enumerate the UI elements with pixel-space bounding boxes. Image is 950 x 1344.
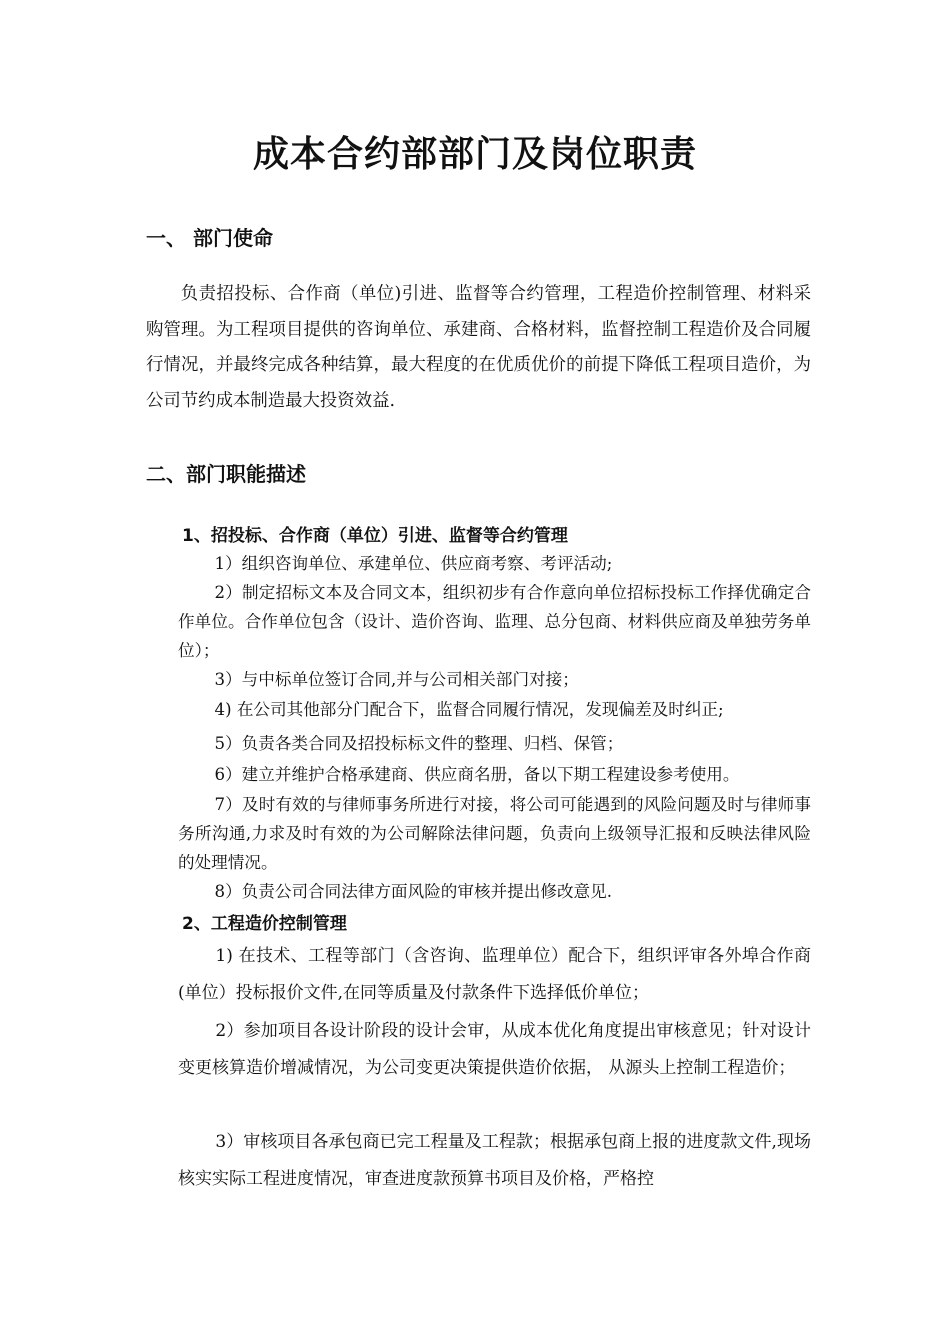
section-heading-functions: 二、部门职能描述 [146, 462, 306, 486]
list-item: 2）制定招标文本及合同文本，组织初步有合作意向单位招标投标工作择优确定合作单位。合作单位包含（设计、造价咨询、监理、总分包商、材料供应商及单独劳务单位）； [178, 583, 811, 660]
list-item: 5）负责各类合同及招投标标文件的整理、归档、保管； [214, 734, 624, 753]
list-item: 8）负责公司合同法律方面风险的审核并提出修改意见. [214, 882, 613, 901]
subsection-heading-cost-control: 2、工程造价控制管理 [182, 914, 347, 934]
section-heading-mission: 一、 部门使命 [146, 226, 273, 250]
list-item: 3）审核项目各承包商已完工程量及工程款；根据承包商上报的进度款文件,现场核实实际工程进度情况，审查进度款预算书项目及价格，严格控 [178, 1132, 811, 1189]
list-item: 3）与中标单位签订合同,并与公司相关部门对接； [214, 670, 579, 689]
list-item: 1) 在技术、工程等部门（含咨询、监理单位）配合下，组织评审各外埠合作商(单位）投标报价文件,在同等质量及付款条件下选择低价单位； [178, 946, 811, 1003]
page-title: 成本合约部部门及岗位职责 [252, 134, 697, 175]
list-item: 1）组织咨询单位、承建单位、供应商考察、考评活动; [214, 554, 613, 573]
mission-paragraph: 负责招投标、合作商（单位)引进、监督等合约管理，工程造价控制管理、材料采购管理。为工程项目提供的咨询单位、承建商、合格材料，监督控制工程造价及合同履行情况，并最终完成各种结算，最大程度的在优质优价的前提下降低工程项目造价，为公司节约成本制造最大投资效益. [146, 284, 811, 411]
list-item: 6）建立并维护合格承建商、供应商名册，备以下期工程建设参考使用。 [214, 765, 740, 784]
subsection-heading-contracts: 1、招投标、合作商（单位）引进、监督等合约管理 [182, 526, 568, 546]
list-item: 4) 在公司其他部分门配合下，监督合同履行情况，发现偏差及时纠正; [214, 700, 724, 719]
list-item: 2）参加项目各设计阶段的设计会审，从成本优化角度提出审核意见；针对设计变更核算造价增减情况，为公司变更决策提供造价依据， 从源头上控制工程造价； [178, 1021, 811, 1078]
list-item: 7）及时有效的与律师事务所进行对接，将公司可能遇到的风险问题及时与律师事务所沟通,力求及时有效的为公司解除法律问题，负责向上级领导汇报和反映法律风险的处理情况。 [178, 795, 811, 872]
